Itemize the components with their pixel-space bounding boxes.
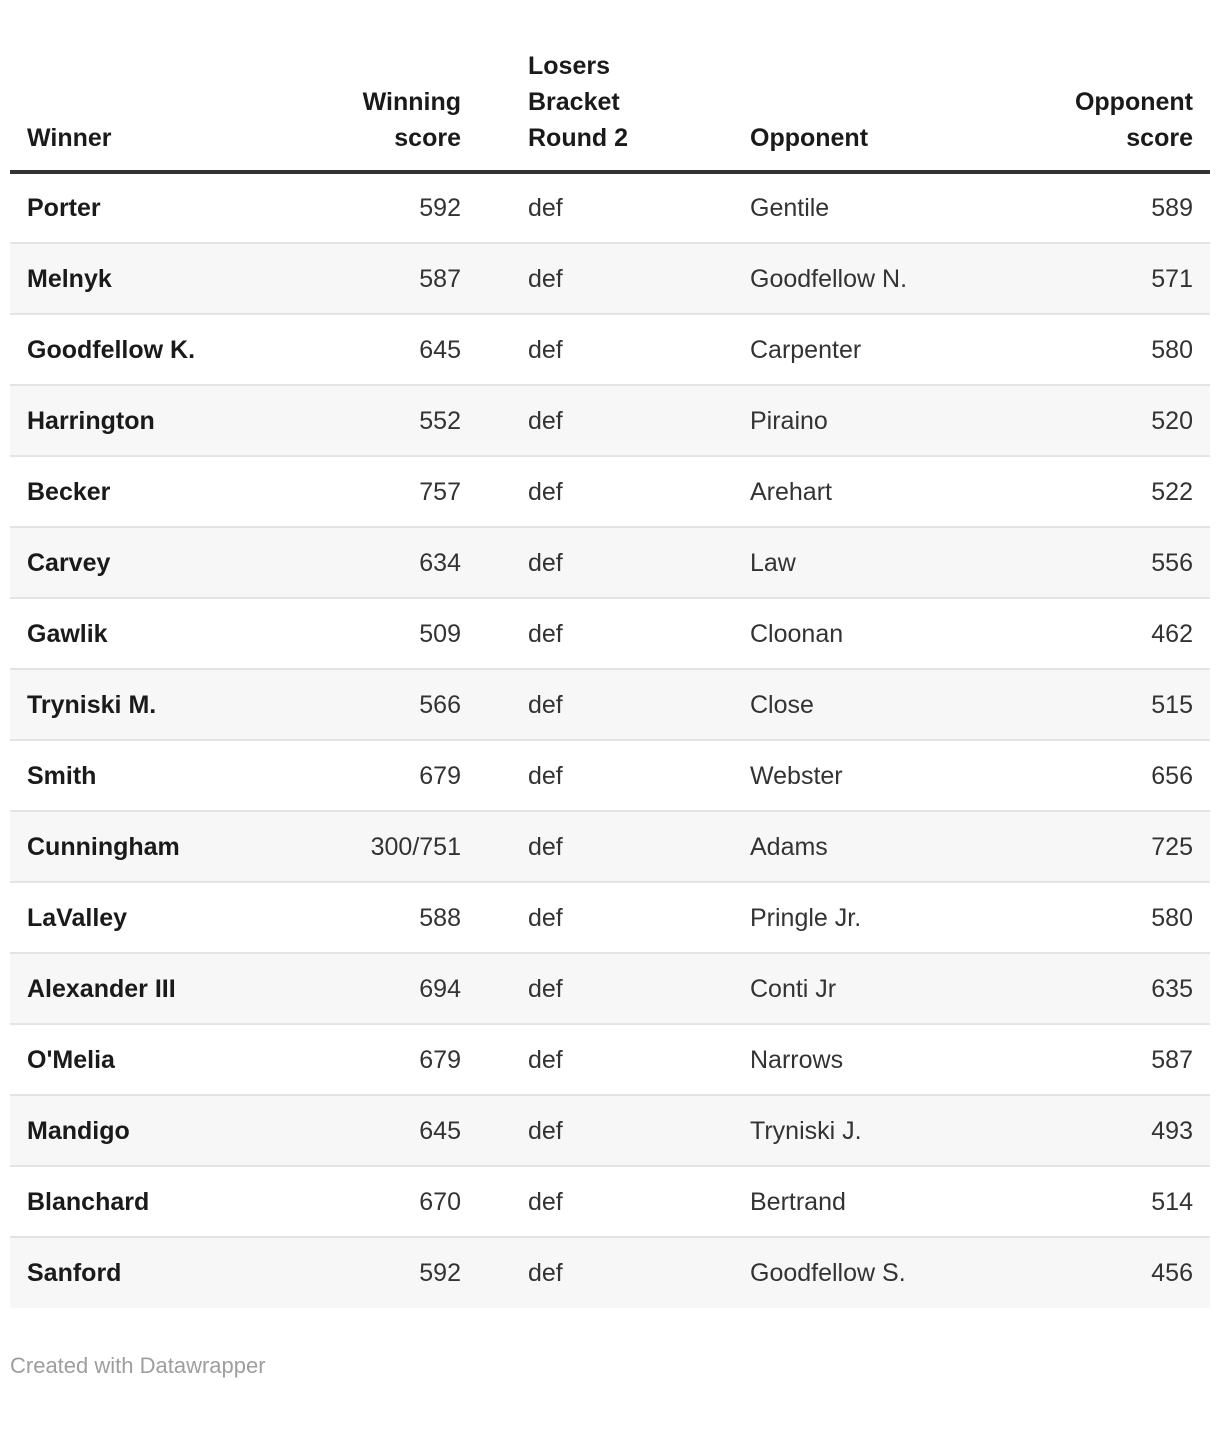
- opponent-cell: Tryniski J.: [694, 1095, 1030, 1166]
- opponent-score-cell: 571: [1030, 243, 1210, 314]
- winning-score-cell: 566: [334, 669, 478, 740]
- winning-score-cell: 679: [334, 740, 478, 811]
- winning-score-cell: 592: [334, 1237, 478, 1308]
- winning-score-cell: 509: [334, 598, 478, 669]
- table-body: [10, 172, 1210, 1308]
- result-def-cell: def: [478, 1166, 694, 1237]
- winner-cell: Mandigo: [10, 1095, 334, 1166]
- opponent-score-cell: 556: [1030, 527, 1210, 598]
- column-header-winning-score: Winning score: [334, 0, 478, 172]
- opponent-score-cell: 456: [1030, 1237, 1210, 1308]
- datawrapper-credit: Created with Datawrapper: [10, 1353, 266, 1378]
- table-row: [10, 740, 1210, 811]
- opponent-cell: Gentile: [750, 194, 830, 222]
- opponent-score-cell: 515: [1030, 669, 1210, 740]
- table-row: [10, 1095, 1210, 1166]
- opponent-cell: Narrows: [694, 1024, 1030, 1095]
- result-def-cell: def: [528, 194, 563, 222]
- opponent-cell: Arehart: [694, 456, 1030, 527]
- table-row: [10, 669, 1210, 740]
- result-def-cell: def: [478, 456, 694, 527]
- winning-score-cell: 634: [334, 527, 478, 598]
- opponent-score-cell: 635: [1030, 953, 1210, 1024]
- winner-cell: LaValley: [10, 882, 334, 953]
- opponent-score-cell: 656: [1030, 740, 1210, 811]
- result-def-cell: def: [478, 882, 694, 953]
- opponent-cell: Goodfellow S.: [694, 1237, 1030, 1308]
- opponent-score-cell: 514: [1030, 1166, 1210, 1237]
- opponent-cell: Bertrand: [694, 1166, 1030, 1237]
- table-row: [10, 527, 1210, 598]
- opponent-cell: Carpenter: [694, 314, 1030, 385]
- opponent-cell: Cloonan: [694, 598, 1030, 669]
- winner-cell: Melnyk: [10, 243, 334, 314]
- result-def-cell: def: [478, 953, 694, 1024]
- result-def-cell: def: [478, 314, 694, 385]
- winning-score-cell: 592: [419, 194, 461, 222]
- winner-cell: Porter: [27, 194, 101, 222]
- opponent-score-cell: 580: [1030, 882, 1210, 953]
- opponent-score-cell: 725: [1030, 811, 1210, 882]
- result-def-cell: def: [478, 1095, 694, 1166]
- result-def-cell: def: [478, 669, 694, 740]
- table-header: [10, 0, 1210, 172]
- table-row: [10, 385, 1210, 456]
- winning-score-cell: 757: [334, 456, 478, 527]
- opponent-cell: Adams: [694, 811, 1030, 882]
- result-def-cell: def: [478, 243, 694, 314]
- opponent-cell: Close: [694, 669, 1030, 740]
- result-def-cell: def: [478, 1237, 694, 1308]
- table-row: [10, 314, 1210, 385]
- column-header-losers-bracket-round-2: Losers Bracket Round 2: [478, 0, 694, 172]
- winner-cell: Sanford: [10, 1237, 334, 1308]
- opponent-score-cell: 493: [1030, 1095, 1210, 1166]
- table-row: [10, 1237, 1210, 1308]
- winner-cell: Tryniski M.: [10, 669, 334, 740]
- winner-cell: Blanchard: [10, 1166, 334, 1237]
- table-row: [10, 811, 1210, 882]
- winning-score-cell: 679: [334, 1024, 478, 1095]
- winning-score-cell: 645: [334, 1095, 478, 1166]
- table-row: [10, 172, 1210, 243]
- winning-score-cell: 694: [334, 953, 478, 1024]
- table-row: [10, 456, 1210, 527]
- winner-cell: O'Melia: [10, 1024, 334, 1095]
- opponent-cell: Pringle Jr.: [694, 882, 1030, 953]
- result-def-cell: def: [478, 527, 694, 598]
- table-row: [10, 953, 1210, 1024]
- table-row: [10, 882, 1210, 953]
- opponent-score-cell: 522: [1030, 456, 1210, 527]
- column-header-opponent: Opponent: [694, 0, 1030, 172]
- opponent-score-cell: 589: [1151, 194, 1193, 222]
- result-def-cell: def: [478, 811, 694, 882]
- opponent-score-cell: 580: [1030, 314, 1210, 385]
- column-header-winner: Winner: [10, 0, 334, 172]
- losers-bracket-round2-results-table: [10, 0, 1210, 1308]
- opponent-cell: Webster: [694, 740, 1030, 811]
- result-def-cell: def: [478, 385, 694, 456]
- winning-score-cell: 645: [334, 314, 478, 385]
- winning-score-cell: 670: [334, 1166, 478, 1237]
- winner-cell: Gawlik: [10, 598, 334, 669]
- winning-score-cell: 587: [334, 243, 478, 314]
- opponent-score-cell: 587: [1030, 1024, 1210, 1095]
- winning-score-cell: 300/751: [334, 811, 478, 882]
- winning-score-cell: 588: [334, 882, 478, 953]
- result-def-cell: def: [478, 1024, 694, 1095]
- result-def-cell: def: [478, 598, 694, 669]
- winner-cell: Cunningham: [10, 811, 334, 882]
- table-row: [10, 243, 1210, 314]
- winning-score-cell: 552: [334, 385, 478, 456]
- winner-cell: Carvey: [10, 527, 334, 598]
- winner-cell: Becker: [10, 456, 334, 527]
- header-row: [10, 0, 1210, 172]
- result-def-cell: def: [478, 740, 694, 811]
- opponent-score-cell: 462: [1030, 598, 1210, 669]
- table-row: [10, 598, 1210, 669]
- opponent-score-cell: 520: [1030, 385, 1210, 456]
- winner-cell: Goodfellow K.: [10, 314, 334, 385]
- winner-cell: Harrington: [10, 385, 334, 456]
- opponent-cell: Goodfellow N.: [694, 243, 1030, 314]
- winner-cell: Alexander III: [10, 953, 334, 1024]
- table-row: [10, 1166, 1210, 1237]
- opponent-cell: Conti Jr: [694, 953, 1030, 1024]
- opponent-cell: Piraino: [694, 385, 1030, 456]
- table-row: [10, 1024, 1210, 1095]
- opponent-cell: Law: [694, 527, 1030, 598]
- column-header-opponent-score: Opponent score: [1030, 0, 1210, 172]
- winner-cell: Smith: [10, 740, 334, 811]
